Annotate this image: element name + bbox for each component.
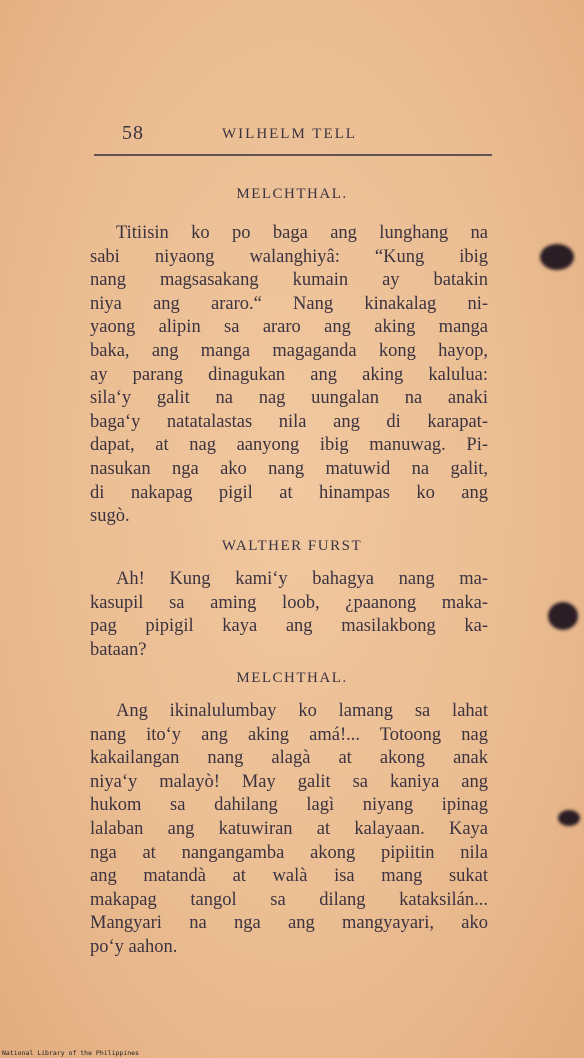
- dialogue-paragraph: [90, 222, 488, 529]
- text-line: makapag tangol sa dilang kataksilán...: [90, 889, 488, 910]
- text-line: lalaban ang katuwiran at kalayaan. Kaya: [90, 818, 488, 839]
- text-line: di nakapag pigil at hinampas ko ang: [90, 482, 488, 503]
- text-line: niya‘y malayò! May galit sa kaniya ang: [90, 771, 488, 792]
- running-title: WILHELM TELL: [222, 126, 357, 142]
- speaker-name: MELCHTHAL.: [236, 186, 348, 202]
- text-line: ay parang dinagukan ang aking kaluluа:: [90, 364, 488, 385]
- text-line: sabi niyaong walanghiyâ: “Kung ibig: [90, 246, 488, 267]
- text-line: dapat, at nag aanyong ibig manuwag. Pi-: [90, 435, 488, 456]
- page-number: 58: [122, 122, 144, 144]
- ink-blot: [548, 602, 578, 630]
- text-line: nga at nangangamba akong pipiitin nila: [90, 842, 488, 863]
- ink-blot: [558, 810, 580, 826]
- text-line: Titiisin ko po baga ang lunghang na: [116, 223, 488, 243]
- text-line: hukom sa dahilang lagì niyang ipinag: [90, 795, 488, 816]
- text-line: niya ang araro.“ Nang kinakalag ni-: [90, 293, 488, 314]
- text-line: kakailangan nang alagà at akong anak: [90, 748, 488, 769]
- dialogue-paragraph: [90, 700, 488, 960]
- text-line: nasukan nga ako nang matuwid na galit,: [90, 458, 488, 479]
- text-line: baka, ang manga magaganda kong hayop,: [90, 340, 488, 361]
- speaker-name: WALTHER FURST: [221, 538, 363, 554]
- text-line: po‘y aahon.: [90, 936, 178, 957]
- text-line: sila‘y galit na nag uungalan na anaki: [90, 388, 488, 409]
- text-line: nang magsasakang kumain ay batakin: [90, 270, 488, 291]
- text-line: nang ito‘y ang aking amá!... Totoong nag: [90, 724, 488, 745]
- page-header: [96, 122, 492, 152]
- text-line: sugò.: [90, 506, 130, 527]
- text-line: kasupil sa aming loob, ¿paanong maka-: [90, 592, 488, 613]
- text-line: Mangyari na nga ang mangyayari, ako: [90, 913, 488, 934]
- text-line: Ang ikinalulumbay ko lamang sa lahat: [116, 701, 488, 721]
- header-rule: [94, 154, 492, 156]
- text-line: yaong alipin sa araro ang aking manga: [90, 317, 488, 338]
- ink-blot: [540, 244, 574, 270]
- text-line: pag pipigil kaya ang masilakbong ka-: [90, 616, 488, 637]
- scan-credit: National Library of the Philippines: [2, 1049, 139, 1057]
- text-line: baga‘y natatalastas nila ang di karapat-: [90, 411, 488, 432]
- text-line: bataan?: [90, 639, 147, 660]
- text-line: Ah! Kung kami‘y bahagya nang ma-: [116, 569, 488, 589]
- speaker-name: MELCHTHAL.: [236, 670, 348, 686]
- text-line: ang matandà at walà isa mang sukat: [90, 866, 488, 887]
- dialogue-paragraph: [90, 568, 488, 662]
